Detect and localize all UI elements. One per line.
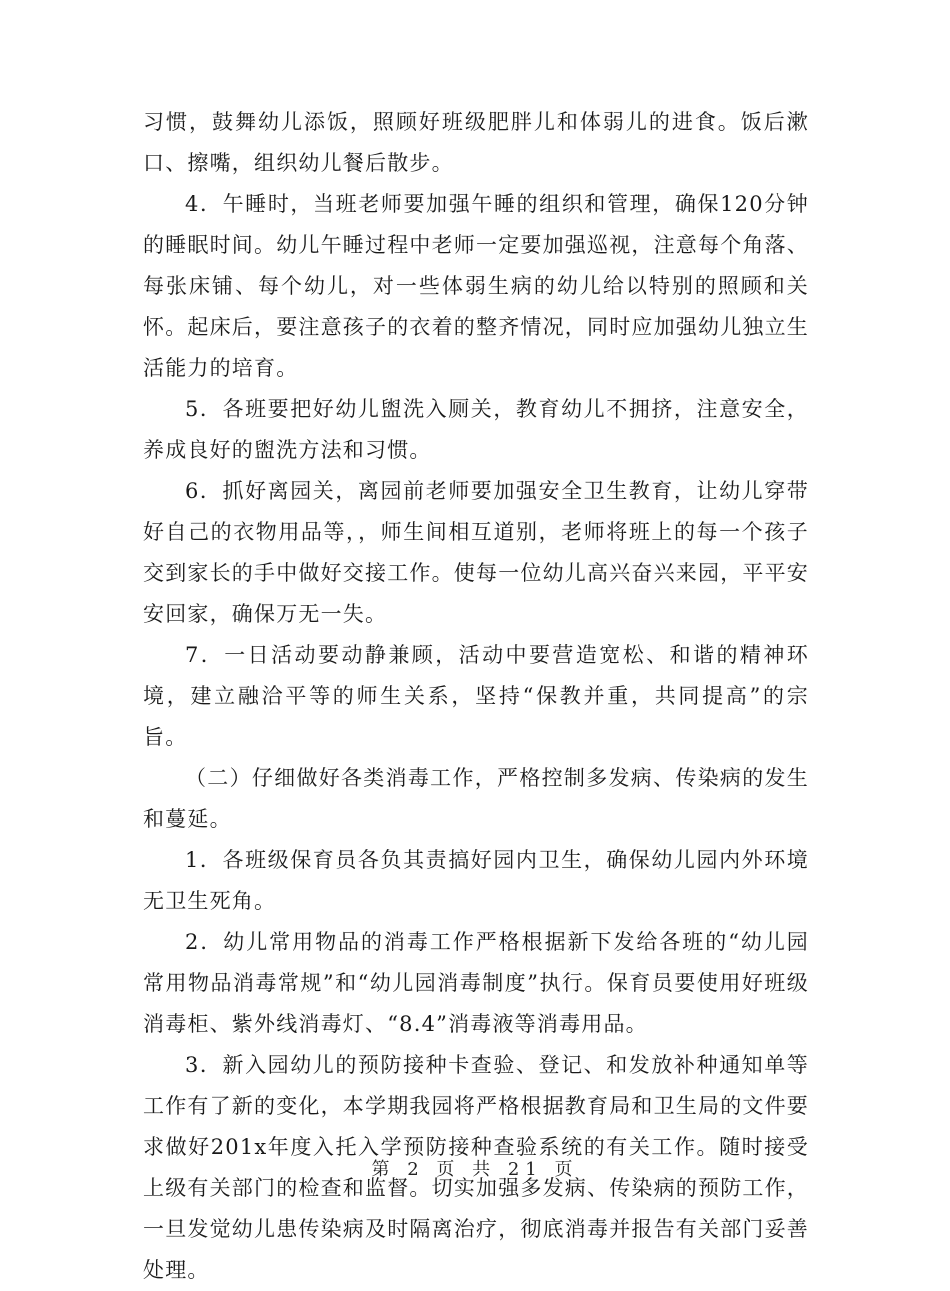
- paragraph-item-5: 5．各班要把好幼儿盥洗入厕关，教育幼儿不拥挤，注意安全，养成良好的盥洗方法和习惯。: [143, 397, 809, 462]
- document-body: [143, 102, 809, 1291]
- paragraph-sub-item-2: 2．幼儿常用物品的消毒工作严格根据新下发给各班的“幼儿园常用物品消毒常规”和“幼儿园消毒制度”执行。保育员要使用好班级消毒柜、紫外线消毒灯、“8.4”消毒液等消毒用品。: [143, 930, 809, 1036]
- paragraph-continuation: 习惯，鼓舞幼儿添饭，照顾好班级肥胖儿和体弱儿的进食。饭后漱口、擦嘴，组织幼儿餐后散步。: [143, 110, 809, 175]
- section-heading-2: （二）仔细做好各类消毒工作，严格控制多发病、传染病的发生和蔓延。: [143, 766, 809, 831]
- paragraph-sub-item-1: 1．各班级保育员各负其责搞好园内卫生，确保幼儿园内外环境无卫生死角。: [143, 848, 809, 913]
- paragraph-sub-item-3: 3．新入园幼儿的预防接种卡查验、登记、和发放补种通知单等工作有了新的变化，本学期我园将严格根据教育局和卫生局的文件要求做好201x年度入托入学预防接种查验系统的有关工作。随时接受上级有关部门的检查和监督。切实加强多发病、传染病的预防工作，一旦发觉幼儿患传染病及时隔离治疗，彻底消毒并报告有关部门妥善处理。: [143, 1053, 809, 1282]
- paragraph-item-4: 4．午睡时，当班老师要加强午睡的组织和管理，确保120分钟的睡眠时间。幼儿午睡过程中老师一定要加强巡视，注意每个角落、每张床铺、每个幼儿，对一些体弱生病的幼儿给以特别的照顾和关怀。起床后，要注意孩子的衣着的整齐情况，同时应加强幼儿独立生活能力的培育。: [143, 192, 809, 380]
- paragraph-item-6: 6．抓好离园关，离园前老师要加强安全卫生教育，让幼儿穿带好自己的衣物用品等，，师生间相互道别，老师将班上的每一个孩子交到家长的手中做好交接工作。使每一位幼儿高兴奋兴来园，平平安安回家，确保万无一失。: [143, 479, 809, 626]
- page-footer: 第 2 页 共 21 页: [371, 1159, 579, 1180]
- paragraph-item-7: 7．一日活动要动静兼顾，活动中要营造宽松、和谐的精神环境，建立融洽平等的师生关系，坚持“保教并重，共同提高”的宗旨。: [143, 643, 809, 749]
